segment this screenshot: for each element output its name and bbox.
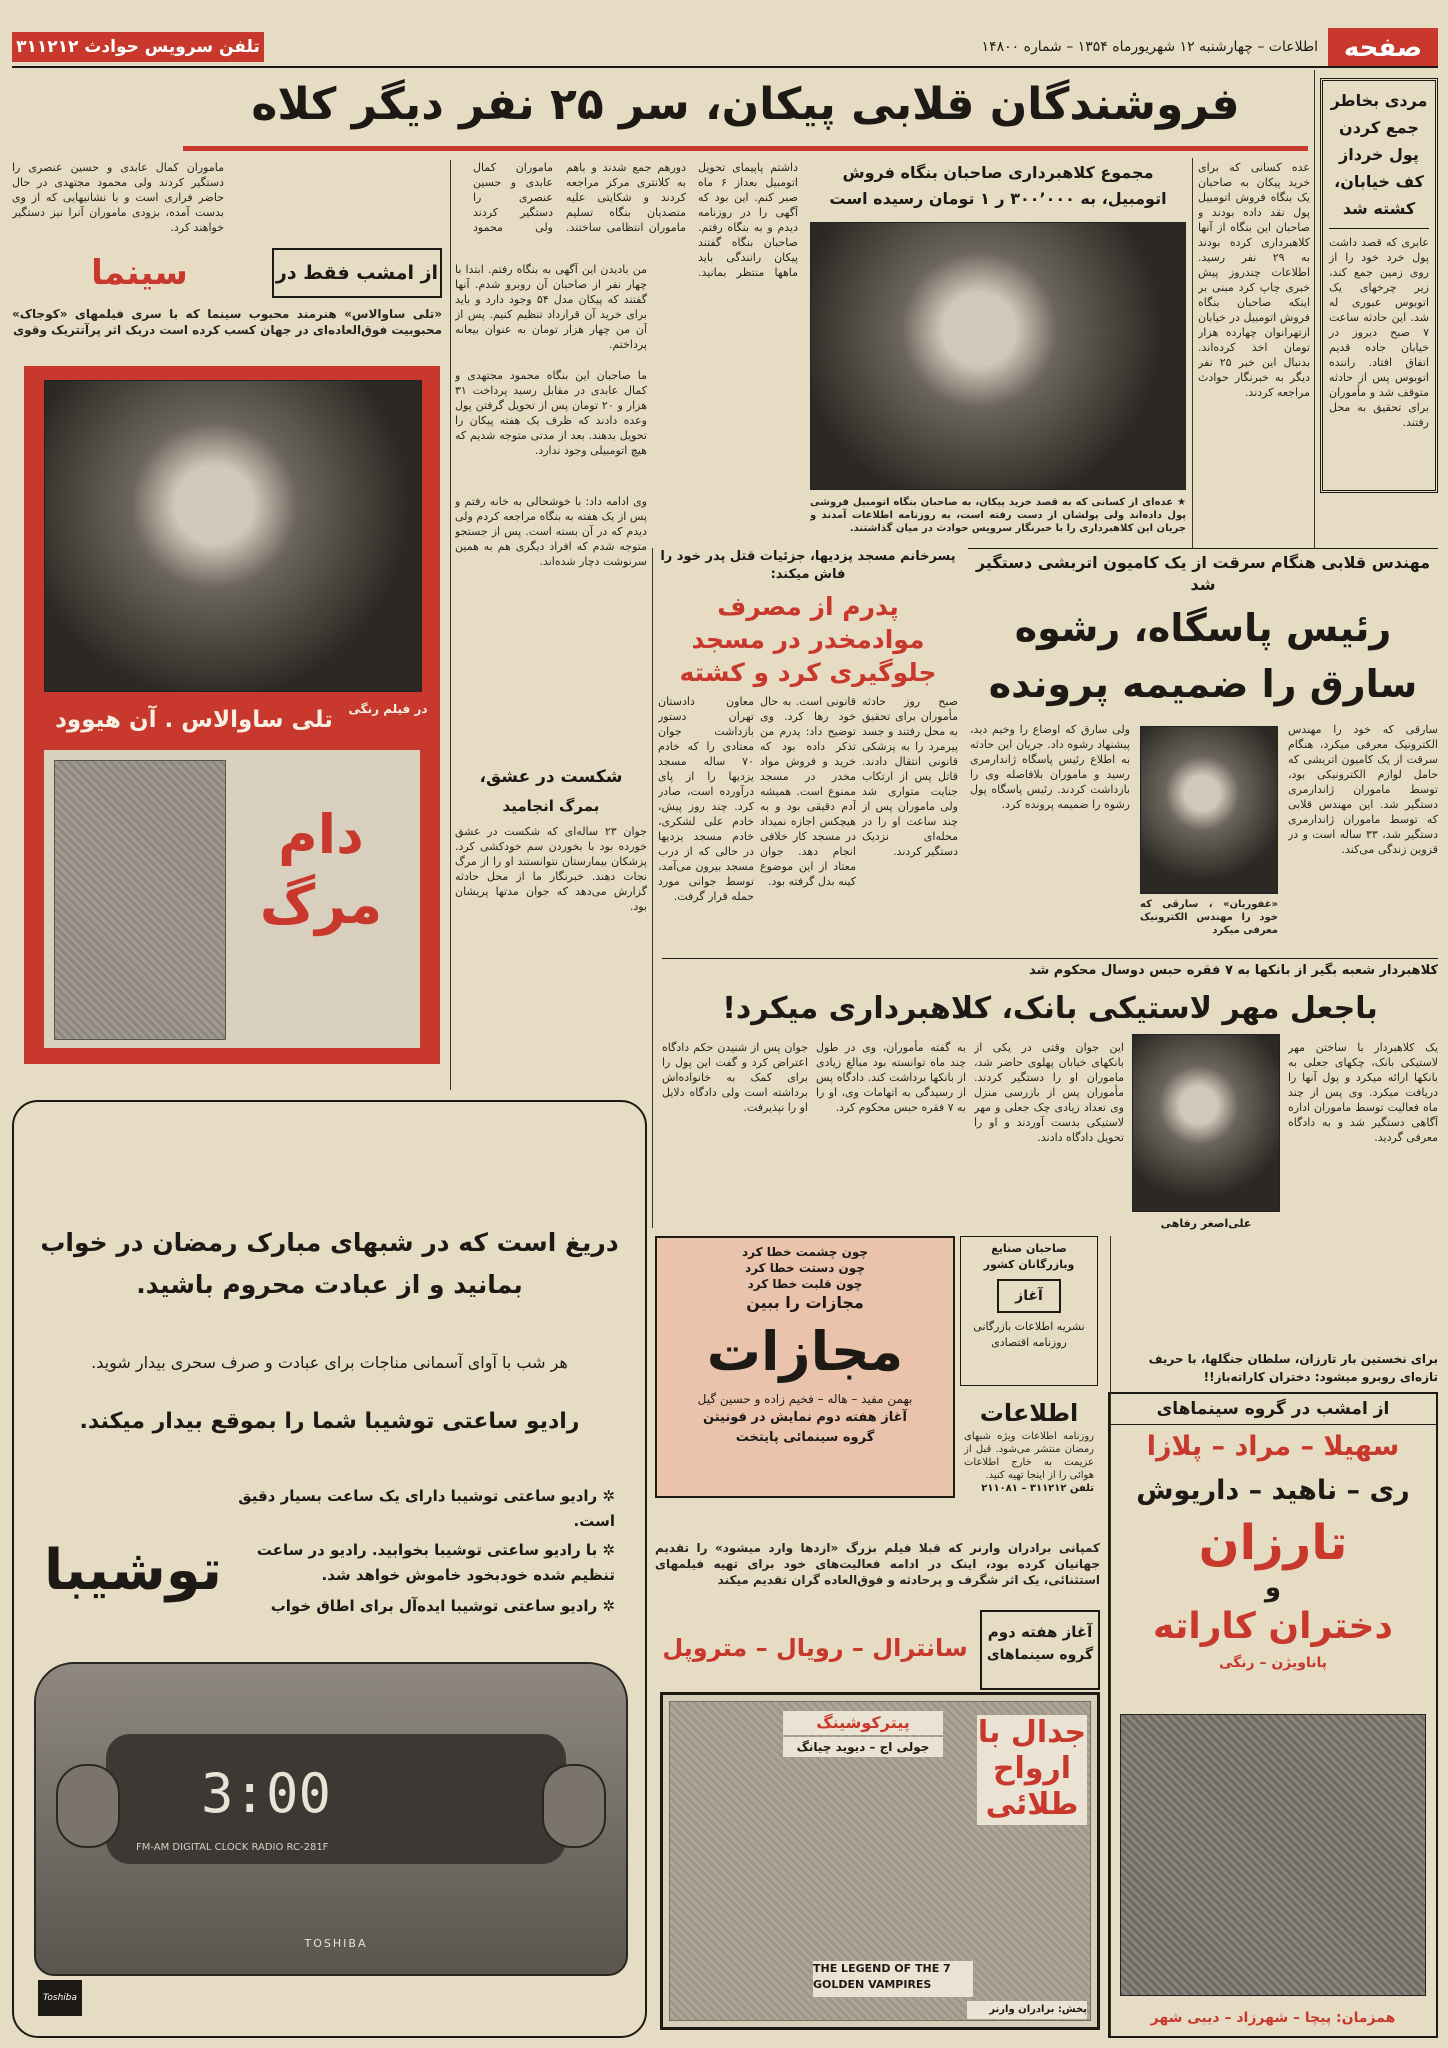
hotline-badge: تلفن سرویس حوادث ۳۱۱۲۱۲ — [12, 32, 264, 62]
car-story-col3: دورهم جمع شدند و باهم به کلانتری مرکز مراجعه کردند و شکایتی علیه متصدیان بنگاه تسلیم ماموران انتظامی ساختند. — [566, 161, 686, 234]
flower-icon: ✲ — [597, 1597, 615, 1615]
paramount-poster-photo-bottom — [44, 750, 420, 1048]
headline-main: فروشندگان قلابی پیکان، سر ۲۵ نفر دیگر کلاه — [251, 79, 1240, 130]
mojazat-cast: بهمن مفید – هاله – فخیم زاده و حسین گیل — [697, 1392, 913, 1406]
clock-knob-left — [56, 1764, 120, 1848]
tarzan-cinemas1: سهیلا – مراد – پلازا — [1146, 1431, 1400, 1462]
rais-story-photo-caption: «غفوریان» ، سارقی که خود را مهندس الکترونیک معرفی میکرد — [1140, 899, 1278, 936]
toshiba-ad-bullet3: ✲ رادیو ساعتی توشیبا ایده‌آل برای اطاق خواب — [270, 1597, 615, 1615]
tarzan-intro: برای نخستین بار تارزان، سلطان جنگلها، با حریف تازه‌ای روبرو میشود: دختران کاراته‌باز!! — [1148, 1352, 1438, 1384]
car-story-col5: ماموران کمال عابدی و حسین عنصری را دستگیر کردند ولی محمود مجتهدی در حال حاضر فراری است و با نشانیهایی که از وی بدست آمده، بزودی ماموران آنرا نیز دستگیر خواهند کرد. — [12, 161, 224, 234]
car-story-col2: داشتم پاپیمای تحویل اتومبیل بعداز ۶ ماه صبر کنم. این بود که آگهی را در روزنامه دیدم و به بنگاه رفتم. صاحبان بنگاه گفتند پیکان رانندگی باید ماهها منتظر بمانید. — [698, 161, 798, 279]
mojazat-ad — [655, 1236, 955, 1498]
car-story-col4: ماموران کمال عابدی و حسین عنصری را دستگیر کردند ولی محمود — [473, 161, 553, 234]
tarzan-format: پاناویژن – رنگی — [1218, 1655, 1327, 1671]
bank-story-col1: یک کلاهبردار با ساختن مهر لاستیکی بانک، چکهای جعلی به بانکها ارائه میکرد و پول آنها را دریافت میکرد. وی پس از چند ماه فعالیت توسط ماموران اداره آگاهی دستگیر شد و به دادگاه معرفی گردید. — [1288, 1041, 1438, 1144]
vampire-star: پیترکوشینگ — [783, 1711, 943, 1735]
mosque-story-col2: قانونی است. به حال خود رها کرد. وی توضیح داد: پدرم من تذکر داده بود که خرید و فروش مواد مخدر در مسجد ممنوع است. همیشه آدم دقیقی بود و به هیچکس اجازه نمیداد در مسجد کار خلافی انجام دهد. جوان معتاد از این موضوع کینه بدل گرفته بود. — [760, 695, 856, 888]
bank-story-kicker: کلاهبردار شعبه بگیر از بانکها به ۷ فقره حبس دوسال محکوم شد — [1028, 963, 1438, 978]
mosque-story-kicker: پسرخانم مسجد پزدیها، جزئیات قتل پدر خود را فاش میکند: — [660, 549, 956, 582]
bank-story-col4: جوان پس از شنیدن حکم دادگاه اعتراض کرد و گفت این پول را برای کمک به خانواده‌اش برداشته است ولی دادگاه دلایل او را نپذیرفت. — [662, 1041, 808, 1114]
tarzan-and: و — [1264, 1573, 1282, 1603]
bank-story-col2: این جوان وقتی در یکی از بانکهای خیابان پهلوی حاضر شد، ماموران او را دستگیر کردند. مأموران پس از بازرسی منزل وی تعداد زیادی چک جعلی و مهر لاستیکی بدست آوردند و او را تحویل دادگاه دادند. — [974, 1041, 1124, 1144]
paramount-tonight-box: از امشب فقط در — [272, 248, 442, 298]
toshiba-brand: توشیبا — [44, 1538, 222, 1603]
car-story-subhead: مجموع کلاهبرداری صاحبان بنگاه فروش اتومبیل، به ۳۰۰٬۰۰۰ ر ۱ تومان رسیده است — [829, 163, 1167, 208]
page-number-label: صفحه — [1328, 28, 1438, 68]
middle-col-body1: من بادیدن این آگهی به بنگاه رفتم. ابتدا با چهار نفر از صاحبان آن روبرو شدم. آنها گفتند که پیکان مدل ۵۴ وجود دارد و باید برای خرید آن قرارداد تنظیم کنیم. پس از آن من چهار هزار تومان به عنوان بیعانه پرداختم. — [455, 263, 647, 351]
mojazat-week: آغاز هفته دوم نمایش در فونیتن — [703, 1410, 907, 1425]
bank-story-col3: به گفته مأموران، وی در طول چند ماه توانسته بود مبالغ زیادی از بانکها برداشت کند. دادگاه پس از رسیدگی به اتهامات وی، او را به ۷ فقره حبس محکوم کرد. — [816, 1041, 966, 1114]
sidebar-story-title: مردی بخاطر جمع کردن پول خرداز کف خیابان، کشته شد — [1330, 91, 1428, 218]
paramount-poster-photo-top — [44, 380, 422, 692]
agahi-ad-line3: نشریه اطلاعات بازرگانی — [973, 1320, 1085, 1333]
middle-col-body2: ما صاحبان این بنگاه محمود مجتهدی و کمال عابدی در مقابل رسید پرداخت ۳۱ هزار و ۲۰ تومان پس از تحویل گرفتن پول وعده دادند که ظرف یک هفته پیکان را تحویل بدهند. بعد از مدتی متوجه شدیم که هیچ اتومبیلی وجود ندارد. — [455, 369, 647, 457]
clock-digits: 3:00 — [200, 1762, 332, 1825]
toshiba-ad-line2: رادیو ساعتی توشیبا شما را بموقع بیدار میکند. — [79, 1409, 580, 1434]
rais-story-photo — [1140, 726, 1278, 894]
love-story-subtitle: بمرگ انجامید — [502, 797, 600, 815]
paramount-poster-film-tag: در فیلم رنگی — [348, 702, 428, 716]
vampire-poster — [660, 1692, 1100, 2030]
rais-story-col1: سارقی که خود را مهندس الکترونیک معرفی میکرد، هنگام سرقت از یک کامیون اتریشی که حامل لوازم الکترونیکی بود، توسط ماموران ژاندارمری دستگیر شد. این مهندس قلابی که توسط ماموران ژاندارمری دستگیر شد، ۳۳ ساله است و در قزوین زندگی می‌کند. — [1288, 723, 1438, 856]
car-story-col1: عده کسانی که برای خرید پیکان به صاحبان یک بنگاه فروش اتومبیل پول نقد داده بودند و صاحبان این بنگاه از آنها کلاهبرداری کرده بودند به ۲۹ نفر رسید. اطلاعات چندروز پیش خبری چاپ کرد مبنی بر اینکه صاحبان بنگاه فروش اتومبیل در خیابان ازتهرانوان چهارده هزار تومان اخذ کرده‌اند. بدنبال این خبر ۲۵ نفر دیگر به خبرنگار حوادث مراجعه کردند. — [1198, 161, 1310, 399]
clock-display — [106, 1734, 566, 1864]
vampire-title-en: THE LEGEND OF THE 7 GOLDEN VAMPIRES — [813, 1961, 973, 1997]
tarzan-tonight: از امشب در گروه سینماهای — [1110, 1394, 1436, 1425]
paramount-poster — [24, 366, 440, 1064]
agahi-ad-logo: آغاز — [997, 1279, 1061, 1313]
paramount-film-title: دام مرگ — [259, 803, 383, 936]
middle-col-body3: وی ادامه داد: با خوشحالی به خانه رفتم و پس از یک هفته به بنگاه مراجعه کردم ولی دیدم که در آن بسته است. پس از جستجو متوجه شدم که افراد دیگری هم به همین سرنوشت دچار شده‌اند. — [455, 495, 647, 568]
vampire-week: آغاز هفته دوم — [987, 1623, 1093, 1641]
clock-brand: TOSHIBA — [304, 1937, 368, 1950]
bank-story-photo-caption: علی‌اصغر رفاهی — [1160, 1217, 1252, 1230]
agahi-ad-line4: روزنامه اقتصادی — [991, 1336, 1067, 1349]
paramount-blurb: «تلی ساوالاس» هنرمند محبوب سینما که با سری فیلمهای «کوجاک» محبوبیت فوق‌العاده‌ای در جهان کسب کرده است دریک اثر پرآتتریک وقوی — [12, 307, 442, 337]
car-story-photo — [810, 222, 1186, 490]
bank-story-photo — [1132, 1034, 1280, 1212]
tarzan-poster-image — [1120, 1714, 1426, 1996]
vampire-cinemas: سانترال – رویال – متروپل — [662, 1634, 968, 1662]
agahi-ad — [960, 1236, 1098, 1386]
clock-knob-right — [542, 1764, 606, 1848]
issue-line: اطلاعات – چهارشنبه ۱۲ شهریورماه ۱۳۵۴ – شماره ۱۴۸۰۰ — [981, 39, 1318, 55]
sidebar-story-box — [1320, 78, 1438, 493]
mojazat-title: مجازات — [706, 1320, 904, 1383]
ettelaat-ad-body: روزنامه اطلاعات ویژه شبهای رمضان منتشر می‌شود. قبل از عزیمت به خارج اطلاعات هوائی را از اینجا تهیه کنید. — [964, 1431, 1094, 1481]
paramount-poster-stars: تلی ساوالاس . آن هیوود — [55, 707, 333, 733]
vampire-intro: کمپانی برادران وارنر که قبلا فیلم بزرگ «ازدها وارد میشود» را تقدیم جهانیان کرده بود، اینک در ادامه فعالیت‌های خود برای تهیه فیلمهای استثنائی، یک اثر شگرف و پرحادثه و فوق‌العاده گران تقدیم میکند — [655, 1541, 1100, 1587]
agahi-ad-line1: صاحبان صنایع وبازرگانان کشور — [983, 1242, 1075, 1271]
toshiba-ad-headline: دریغ است که در شبهای مبارک رمضان در خواب بمانید و از عبادت محروم باشید. — [40, 1228, 619, 1299]
ettelaat-ad-phone: تلفن ۳۱۱۲۱۲ – ۲۱۱۰۸۱ — [981, 1483, 1094, 1494]
vampire-group: گروه سینماهای — [986, 1647, 1094, 1663]
mojazat-line2: چون دستت خطا کرد — [745, 1261, 865, 1275]
tarzan-footer: همزمان: پیچا – شهرزاد – دیبی شهر — [1150, 2010, 1396, 2026]
tarzan-cinemas2: ری – ناهید – داریوش — [1136, 1475, 1410, 1506]
vampire-title-fa: جدال با ارواح طلائی — [977, 1715, 1087, 1825]
vampire-costars: جولی اج – دیوید چیانگ — [783, 1737, 943, 1757]
flower-icon: ✲ — [597, 1541, 615, 1559]
sidebar-story-body: عابری که قصد داشت پول خرد خود را از روی زمین جمع کند، زیر چرخهای یک اتوبوس عبوری له شد. این حادثه ساعت ۷ صبح دیروز در خیابان جاده قدیم اتفاق افتاد. راننده اتوبوس پس از حادثه متوقف شد و مأموران برای تحقیق به محل رفتند. — [1329, 236, 1429, 429]
mosque-story-title: پدرم از مصرف موادمخدر در مسجد جلوگیری کرد و کشته — [679, 592, 937, 687]
clock-model: FM-AM DIGITAL CLOCK RADIO RC-281F — [136, 1842, 329, 1853]
tarzan-ad — [1108, 1392, 1438, 2038]
toshiba-ad — [12, 1100, 647, 2038]
mojazat-group: گروه سینمائی پایتخت — [735, 1430, 875, 1445]
masthead-rule — [12, 66, 1438, 68]
mosque-story-col1: معاون دادستان تهران دستور بازداشت جوان معتادی را که خادم ۷۰ ساله مسجد یزدیها را از پای درآورده است، صادر کرد. چند روز پیش، خادم علی لشکری، خادم مسجد یزدیها در حالی که از درب مسجد بیرون می‌آمد، توسط جوانی مورد حمله قرار گرفت. — [658, 695, 754, 903]
vampire-credit: پخش: برادران وارنر — [967, 2001, 1087, 2019]
rais-story-col2: ولی سارق که اوضاع را وخیم دید، پیشنهاد رشوه داد. جریان این حادثه به اطلاع رئیس پاسگاه ژاندارمری رسید و ماموران بلافاصله وی را بازداشت کردند. رئیس پاسگاه پول رشوه را ضمیمه پرونده کرد. — [970, 723, 1130, 811]
flower-icon: ✲ — [597, 1487, 615, 1505]
headline-red-rule — [183, 146, 1308, 151]
ettelaat-ad — [960, 1392, 1098, 1532]
toshiba-ad-bullet2: ✲ با رادیو ساعتی توشیبا بخوابید. رادیو در ساعت تنظیم شده خودبخود خاموش خواهد شد. — [256, 1541, 615, 1584]
mojazat-line3: چون قلبت خطا کرد — [747, 1277, 863, 1291]
vampire-week-box — [980, 1610, 1100, 1690]
mosque-story-col3: صبح روز حادثه مأموران برای تحقیق به محل رفتند و جسد پیرمرد را به پزشکی قانونی انتقال دادند. قاتل پس از ارتکاب جنایت متواری شد ولی ماموران پس از چند ساعت او را در محله‌ای نزدیک دستگیر کردند. — [862, 695, 958, 858]
rais-story-kicker: مهندس قلابی هنگام سرقت از یک کامیون اتربشی دستگیر شد — [975, 553, 1431, 594]
tarzan-title1: تارزان — [1198, 1515, 1348, 1571]
ettelaat-ad-title: اطلاعات — [979, 1399, 1079, 1427]
love-story-body: جوان ۲۳ ساله‌ای که شکست در عشق خورده بود با بخوردن سم خودکشی کرد. پزشکان بیمارستان نتوانستند او را از مرگ نجات دهند. خبرنگار ما از محل حادثه گزارش می‌دهد که جوان مدتها پریشان بود. — [455, 825, 647, 913]
bank-story-title: باجعل مهر لاستیکی بانک، کلاهبرداری میکرد! — [722, 991, 1378, 1026]
mojazat-line4: مجازات را ببین — [746, 1293, 864, 1312]
rais-story-title: رئیس پاسگاه، رشوه سارق را ضمیمه پرونده — [988, 606, 1418, 706]
toshiba-ad-line1: هر شب با آوای آسمانی مناجات برای عبادت و صرف سحری بیدار شوید. — [91, 1353, 568, 1372]
toshiba-clock-radio — [34, 1662, 628, 1976]
paramount-cinema-name: سینما — [91, 253, 188, 293]
tarzan-title2: دختران کاراته — [1153, 1606, 1393, 1647]
love-story-title: شکست در عشق، — [479, 767, 623, 787]
car-story-photo-caption: ★ عده‌ای از کسانی که به قصد خرید پیکان، به صاحبان بنگاه اتومبیل فروشی پول داده‌اند ولی پولشان از دست رفته است، به روزنامه اطلاعات آمدند و جریان این کلاهبرداری را با خبرنگار سرویس حوادث در میان گذاشتند. — [810, 497, 1186, 534]
toshiba-ad-bullet1: ✲ رادیو ساعتی توشیبا دارای یک ساعت بسیار دقیق است. — [238, 1487, 615, 1530]
mojazat-line1: چون چشمت خطا کرد — [742, 1245, 868, 1259]
toshiba-logo: Toshiba — [38, 1980, 82, 2016]
